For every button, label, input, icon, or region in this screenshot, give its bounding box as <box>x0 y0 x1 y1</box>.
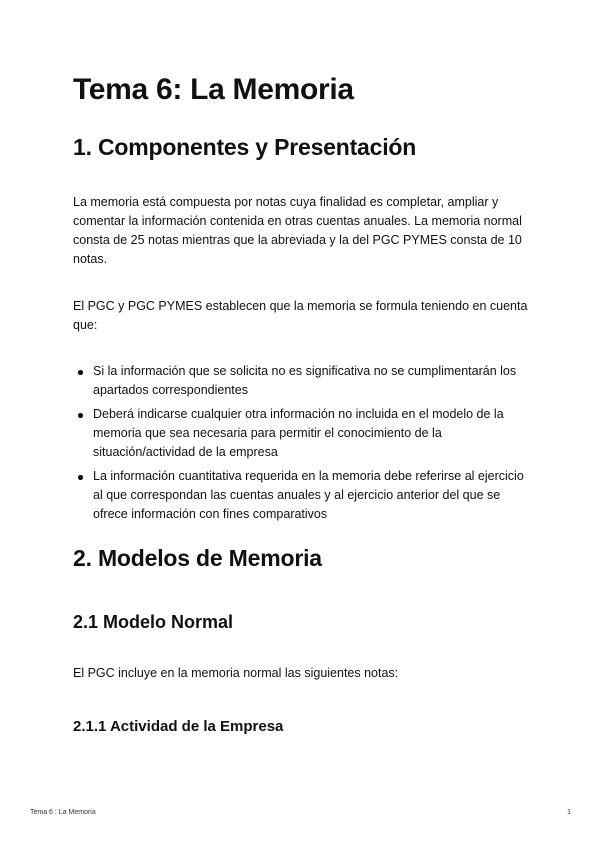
bullet-icon <box>78 475 83 480</box>
paragraph-pgc-formula: El PGC y PGC PYMES establecen que la memoria se formula teniendo en cuenta que: <box>73 299 528 332</box>
footer-page-number: 1 <box>567 809 571 816</box>
document-title: Tema 6: La Memoria <box>73 73 354 106</box>
bullet-list <box>73 362 533 524</box>
list-item <box>73 362 533 400</box>
list-item-text: La información cuantitativa requerida en la memoria debe referirse al ejercicio al que correspondan las cuentas anuales y al ejercicio anterior del que se ofrece información con fines comparativos <box>93 469 524 521</box>
section-heading-componentes: 1. Componentes y Presentación <box>73 134 417 160</box>
list-item <box>73 467 533 524</box>
footer-document-title: Tema 6 : La Memoria <box>30 809 96 816</box>
subsection-heading-modelo-normal: 2.1 Modelo Normal <box>73 612 234 632</box>
subsubsection-heading-actividad: 2.1.1 Actividad de la Empresa <box>73 718 284 735</box>
paragraph-pgc-notas: El PGC incluye en la memoria normal las siguientes notas: <box>73 666 399 680</box>
bullet-icon <box>78 370 83 375</box>
page-content <box>73 70 533 737</box>
bullet-icon <box>78 413 83 418</box>
list-item <box>73 405 533 462</box>
list-item-text: Si la información que se solicita no es significativa no se cumplimentarán los apartados correspondientes <box>93 364 517 397</box>
section-heading-modelos: 2. Modelos de Memoria <box>73 545 322 571</box>
paragraph-memoria-descripcion: La memoria está compuesta por notas cuya finalidad es completar, ampliar y comentar la información contenida en otras cuentas anuales. La memoria normal consta de 25 notas mientras que la abreviada y la del PGC PYMES consta de 10 notas. <box>73 195 522 266</box>
list-item-text: Deberá indicarse cualquier otra información no incluida en el modelo de la memoria que sea necesaria para permitir el conocimiento de la situación/actividad de la empresa <box>93 407 504 459</box>
